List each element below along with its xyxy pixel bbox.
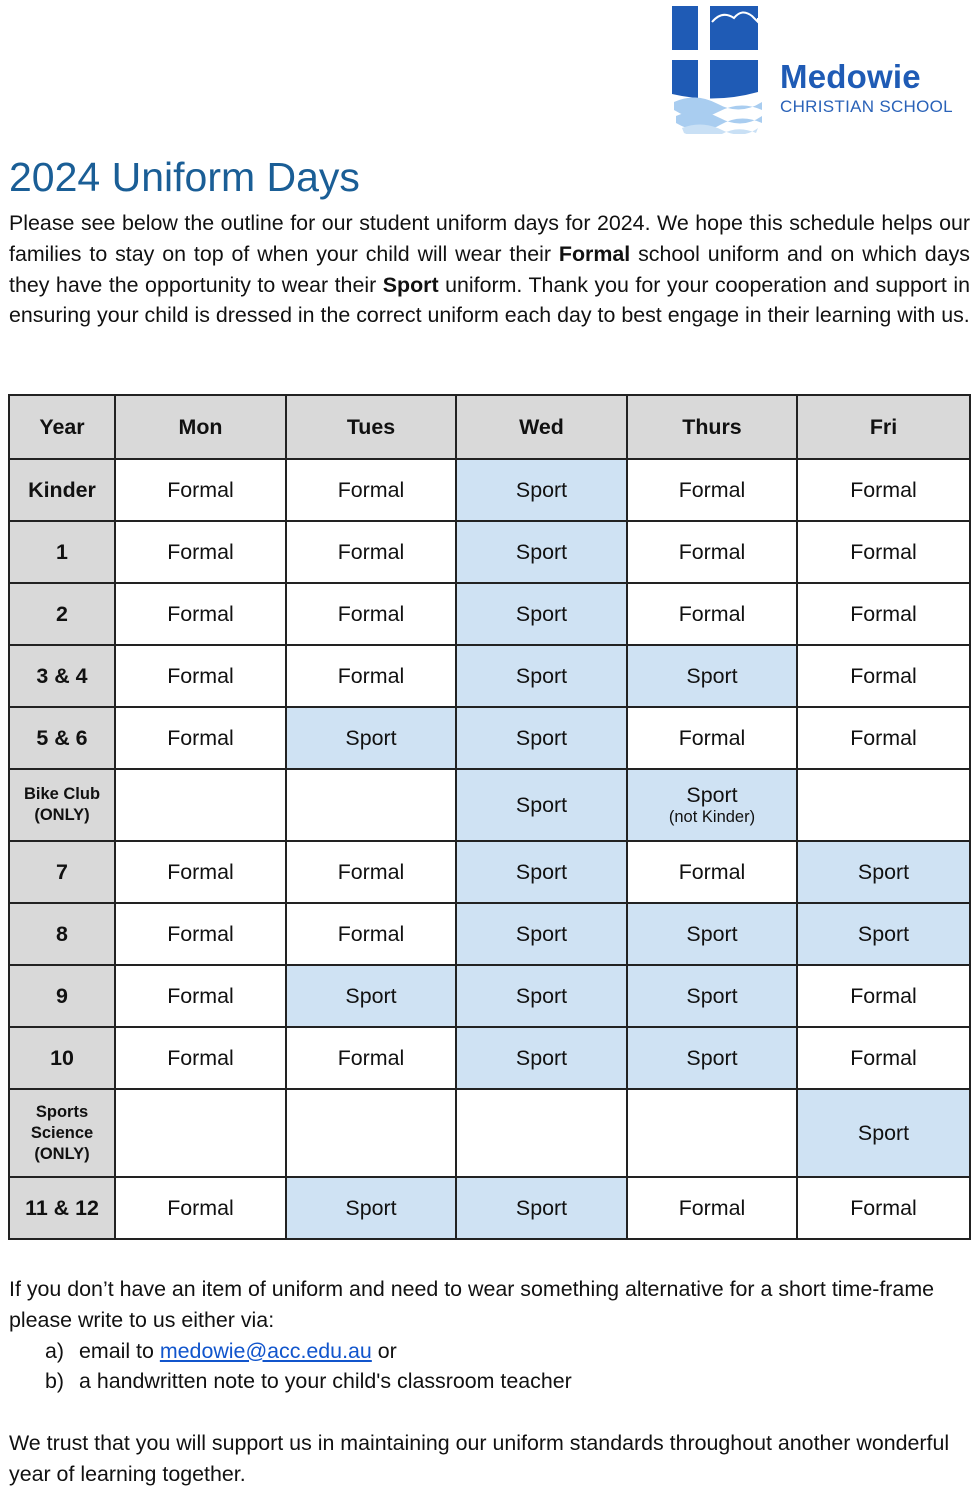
year-cell: Sports Science (ONLY) (9, 1089, 115, 1177)
uniform-cell (115, 1027, 286, 1089)
uniform-type: Formal (678, 725, 746, 750)
cross-wave-emblem-icon (672, 6, 764, 134)
year-cell: 1 (9, 521, 115, 583)
uniform-cell (286, 1177, 456, 1239)
uniform-type: Formal (850, 1195, 917, 1220)
column-header: Thurs (627, 395, 797, 459)
logo-school-subtitle: CHRISTIAN SCHOOL (780, 97, 953, 116)
uniform-cell (627, 1027, 797, 1089)
uniform-cell (456, 841, 627, 903)
contact-options-list (9, 1336, 970, 1398)
uniform-cell (797, 1027, 970, 1089)
uniform-cell (797, 903, 970, 965)
option-text-after: or (371, 1338, 397, 1363)
option-text: email to (79, 1338, 160, 1363)
year-cell: Kinder (9, 459, 115, 521)
uniform-cell (797, 645, 970, 707)
uniform-cell (797, 841, 970, 903)
uniform-cell (115, 903, 286, 965)
uniform-cell (456, 521, 627, 583)
uniform-type: Sport (515, 663, 568, 688)
intro-bold-sport: Sport (382, 272, 439, 297)
uniform-cell (115, 1177, 286, 1239)
year-cell: 5 & 6 (9, 707, 115, 769)
uniform-type: Sport (515, 1195, 568, 1220)
column-header: Tues (286, 395, 456, 459)
uniform-type: Sport (857, 921, 910, 946)
email-link[interactable]: medowie@acc.edu.au (159, 1338, 372, 1363)
uniform-type: Sport (515, 601, 568, 626)
year-cell: 2 (9, 583, 115, 645)
uniform-cell (115, 965, 286, 1027)
uniform-type: Formal (337, 601, 405, 626)
uniform-type: Formal (678, 539, 746, 564)
uniform-cell (627, 521, 797, 583)
uniform-cell (456, 1089, 627, 1177)
uniform-cell (115, 769, 286, 841)
uniform-cell (797, 459, 970, 521)
uniform-cell (456, 645, 627, 707)
uniform-cell (286, 459, 456, 521)
uniform-type: Formal (167, 859, 234, 884)
uniform-type: Sport (857, 1120, 910, 1145)
table-row (9, 841, 970, 903)
uniform-type: Sport (857, 859, 910, 884)
uniform-type: Sport (686, 1045, 738, 1070)
closing-paragraph: We trust that you will support us in maintaining our uniform standards throughout another wonderful year of learning together. (9, 1430, 950, 1486)
year-cell: 10 (9, 1027, 115, 1089)
uniform-type: Formal (167, 1045, 234, 1070)
uniform-type: Sport (686, 783, 738, 807)
uniform-type: Sport (515, 725, 568, 750)
uniform-cell (115, 707, 286, 769)
year-cell: 11 & 12 (9, 1177, 115, 1239)
year-cell: 7 (9, 841, 115, 903)
uniform-type: Sport (345, 1195, 397, 1220)
uniform-cell (797, 707, 970, 769)
uniform-cell (115, 583, 286, 645)
option-marker: a) (45, 1338, 65, 1363)
uniform-type: Formal (850, 477, 917, 502)
uniform-cell (797, 1089, 970, 1177)
uniform-cell (627, 841, 797, 903)
option-text: a handwritten note to your child's classroom teacher (79, 1369, 572, 1394)
uniform-cell (627, 769, 797, 841)
column-header: Fri (797, 395, 970, 459)
uniform-cell (286, 769, 456, 841)
uniform-type: Formal (167, 601, 234, 626)
footer-lead: If you don’t have an item of uniform and need to wear something alternative for a short time-frame please write to us either via: (9, 1277, 935, 1332)
table-row (9, 1177, 970, 1239)
uniform-type: Formal (167, 663, 234, 688)
uniform-type: Formal (678, 859, 746, 884)
uniform-cell (286, 521, 456, 583)
option-marker: b) (45, 1369, 65, 1394)
uniform-cell (627, 459, 797, 521)
uniform-type: Sport (515, 921, 568, 946)
table-row (9, 459, 970, 521)
uniform-type: Formal (850, 601, 917, 626)
uniform-type: Formal (678, 1195, 746, 1220)
contact-option-email (45, 1336, 970, 1367)
uniform-cell (627, 965, 797, 1027)
intro-text-1: Please see below the outline for our student uniform days for 2024. We hope this schedule helps our families to stay on top of when your child will wear their (9, 211, 970, 266)
column-header: Mon (115, 395, 286, 459)
uniform-cell (115, 1089, 286, 1177)
uniform-type: Formal (850, 725, 917, 750)
year-cell: 8 (9, 903, 115, 965)
uniform-cell (286, 1027, 456, 1089)
uniform-type: Sport (515, 859, 568, 884)
cell-note: (not Kinder) (668, 808, 756, 826)
uniform-cell (286, 841, 456, 903)
uniform-cell (797, 1177, 970, 1239)
intro-text-2: school uniform and on which days they have the opportunity to wear their (9, 241, 970, 297)
uniform-type: Formal (337, 1045, 405, 1070)
uniform-type: Formal (167, 477, 234, 502)
uniform-type: Sport (515, 539, 568, 564)
page-title: 2024 Uniform Days (9, 154, 360, 200)
table-row (9, 521, 970, 583)
uniform-type: Sport (345, 725, 397, 750)
column-header: Wed (456, 395, 627, 459)
uniform-type: Formal (337, 539, 405, 564)
uniform-type: Formal (337, 477, 405, 502)
table-row (9, 645, 970, 707)
uniform-type: Formal (678, 601, 746, 626)
footer-notes (9, 1274, 970, 1490)
uniform-schedule-table (8, 394, 971, 1240)
uniform-cell (627, 707, 797, 769)
uniform-type: Formal (337, 663, 405, 688)
table-row (9, 583, 970, 645)
uniform-type: Sport (345, 983, 397, 1008)
school-logo (672, 6, 972, 134)
uniform-cell (627, 1089, 797, 1177)
contact-option-note (45, 1366, 970, 1397)
uniform-type: Formal (167, 539, 234, 564)
uniform-type: Sport (686, 663, 738, 688)
uniform-cell (115, 645, 286, 707)
uniform-cell (456, 583, 627, 645)
uniform-cell (115, 459, 286, 521)
uniform-type: Sport (515, 983, 568, 1008)
uniform-type: Sport (515, 477, 568, 502)
uniform-cell (456, 459, 627, 521)
uniform-cell (456, 1027, 627, 1089)
uniform-cell (627, 583, 797, 645)
table-row (9, 903, 970, 965)
uniform-type: Sport (686, 983, 738, 1008)
uniform-cell (456, 965, 627, 1027)
uniform-cell (115, 521, 286, 583)
uniform-cell (627, 645, 797, 707)
logo-school-name: Medowie (780, 58, 921, 95)
table-row (9, 965, 970, 1027)
uniform-type: Formal (850, 1045, 917, 1070)
uniform-type: Sport (515, 792, 568, 817)
uniform-type: Sport (686, 921, 738, 946)
uniform-type: Formal (337, 859, 405, 884)
uniform-type: Formal (678, 477, 746, 502)
uniform-type: Formal (850, 663, 917, 688)
uniform-cell (456, 707, 627, 769)
uniform-type: Formal (850, 983, 917, 1008)
uniform-cell (286, 707, 456, 769)
intro-bold-formal: Formal (558, 241, 631, 266)
uniform-cell (797, 965, 970, 1027)
intro-paragraph (9, 208, 970, 331)
uniform-type: Sport (515, 1045, 568, 1070)
uniform-type: Formal (167, 983, 234, 1008)
uniform-cell (797, 769, 970, 841)
uniform-cell (286, 903, 456, 965)
uniform-cell (797, 583, 970, 645)
table-row (9, 1089, 970, 1177)
uniform-type: Formal (337, 921, 405, 946)
table-row (9, 1027, 970, 1089)
year-cell: Bike Club (ONLY) (9, 769, 115, 841)
table-row (9, 707, 970, 769)
year-cell: 3 & 4 (9, 645, 115, 707)
uniform-cell (627, 903, 797, 965)
uniform-type: Formal (850, 539, 917, 564)
uniform-type: Formal (167, 1195, 234, 1220)
uniform-cell (456, 903, 627, 965)
uniform-cell (797, 521, 970, 583)
uniform-type: Formal (167, 725, 234, 750)
uniform-type: Formal (167, 921, 234, 946)
uniform-cell (456, 769, 627, 841)
uniform-cell (115, 841, 286, 903)
uniform-cell (627, 1177, 797, 1239)
table-row (9, 769, 970, 841)
table-header-row (9, 395, 970, 459)
year-cell: 9 (9, 965, 115, 1027)
intro-text-3: uniform. Thank you for your cooperation and support in ensuring your child is dressed in the correct uniform each day to best engage in their learning with us. (9, 272, 970, 328)
uniform-cell (286, 645, 456, 707)
uniform-cell (286, 1089, 456, 1177)
column-header: Year (9, 395, 115, 459)
uniform-cell (456, 1177, 627, 1239)
uniform-cell (286, 965, 456, 1027)
uniform-cell (286, 583, 456, 645)
